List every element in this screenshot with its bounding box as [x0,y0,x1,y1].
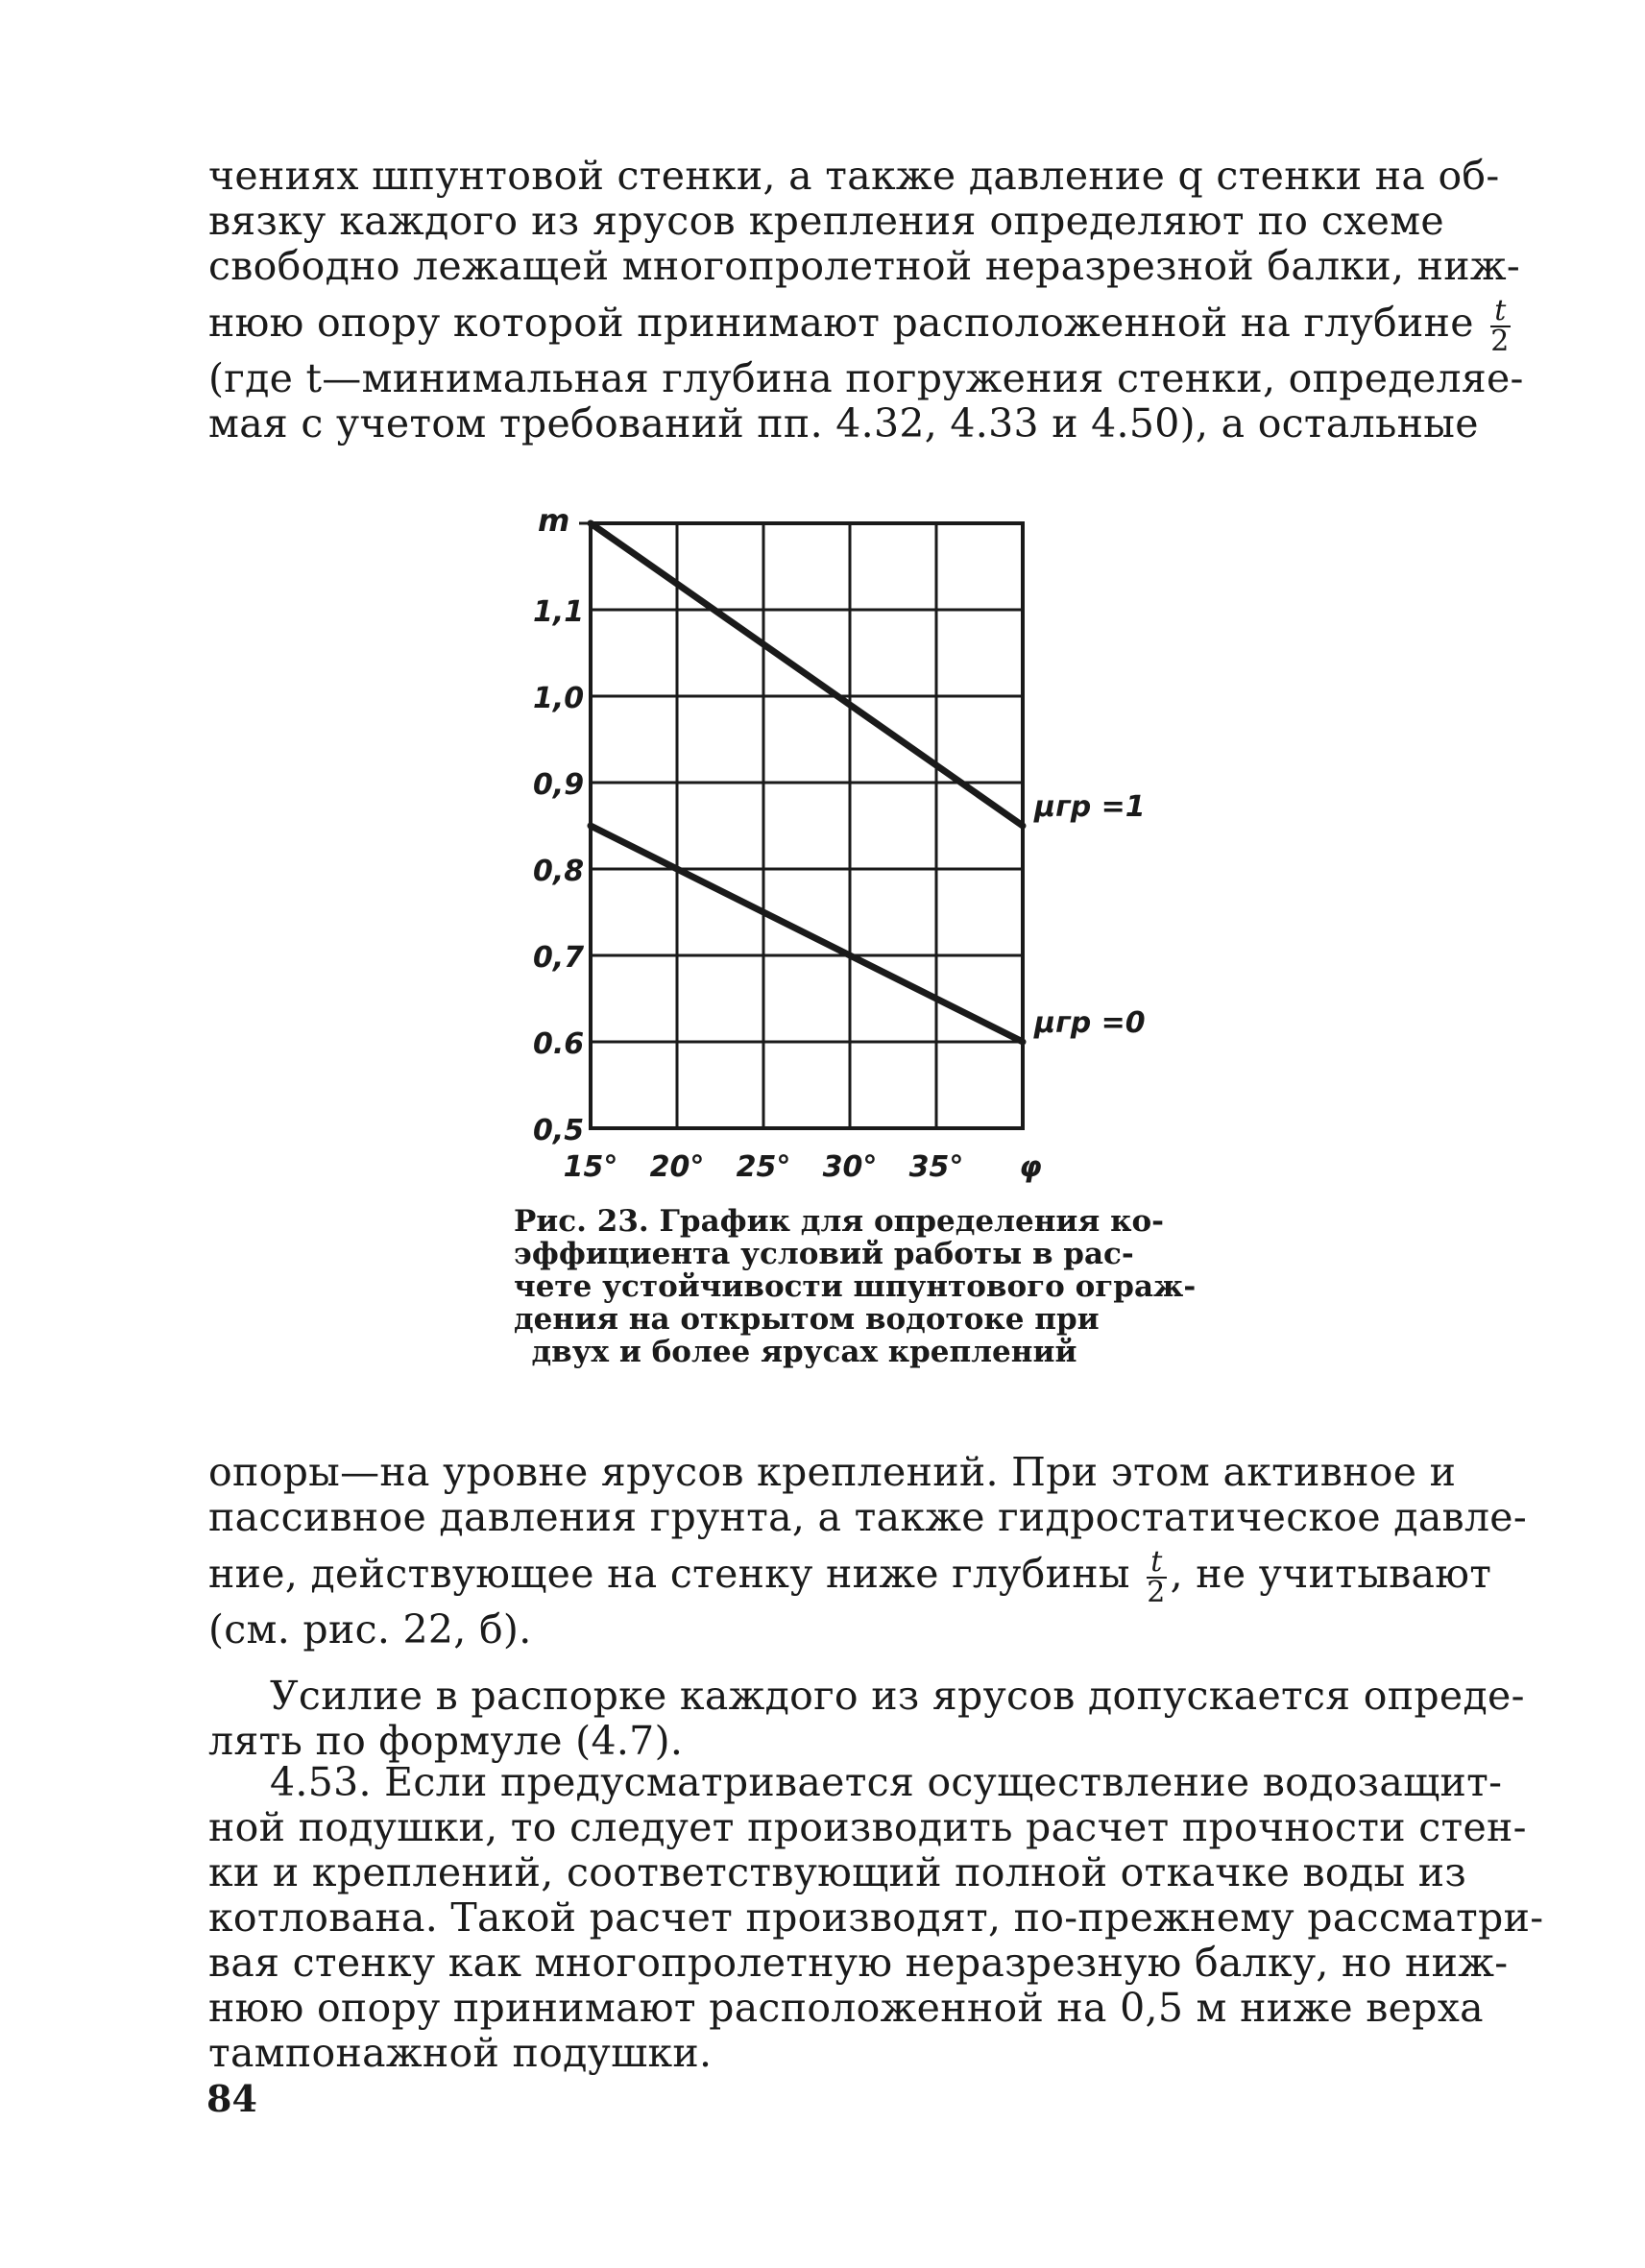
text-line: пассивное давления грунта, а также гидростатическое давле- [208,1494,1528,1540]
text-line [208,1540,1492,1609]
y-tick-label: 0,7 [533,941,585,975]
fraction [1490,293,1510,358]
text-line [208,289,1510,358]
series-line [591,826,1023,1042]
series-line [591,523,1023,826]
text-line: вязку каждого из ярусов крепления определяют по схеме [208,198,1444,244]
caption-line: двух и более ярусах креплений [531,1335,1077,1369]
chart-svg [499,504,1191,1195]
text-line: лять по формуле (4.7). [208,1718,684,1764]
text-line: ки и креплений, соответствующий полной откачке воды из [208,1849,1467,1895]
plot-frame [591,523,1023,1128]
text-line: чениях шпунтовой стенки, а также давление q стенки на об- [208,153,1500,199]
text-line: 4.53. Если предусматривается осуществление водозащит- [270,1759,1503,1805]
text-line: (см. рис. 22, б). [208,1606,532,1653]
fraction [1147,1544,1166,1609]
text-line-part: нюю опору которой принимают расположенной на глубине [208,300,1474,346]
y-tick-label: 1,1 [533,595,585,629]
y-tick-label: 0,9 [533,768,585,802]
series-label: μгр =1 [1034,790,1146,824]
x-axis-label: φ [1019,1150,1042,1184]
caption-line: чете устойчивости шпунтового ограж- [514,1269,1197,1304]
text-line: свободно лежащей многопролетной неразрезной балки, ниж- [208,243,1521,289]
text-line: Усилие в распорке каждого из ярусов допускается опреде- [270,1673,1525,1719]
x-tick-label: 25° [736,1150,791,1184]
chart [499,504,1191,1195]
fraction-numerator: t [1490,297,1510,327]
text-line: мая с учетом требований пп. 4.32, 4.33 и 4.50), а остальные [208,400,1479,446]
text-line: вая стенку как многопролетную неразрезную балку, но ниж- [208,1940,1509,1986]
top-paragraph [208,153,1524,446]
bottom-paragraph [208,1449,1528,1653]
x-tick-label: 15° [563,1150,618,1184]
y-axis-label: m [538,504,570,539]
text-line: (где t—минимальная глубина погружения стенки, определяе- [208,355,1524,401]
text-line: котлована. Такой расчет производят, по-прежнему рассматри- [208,1894,1544,1941]
caption-line: дения на открытом водотоке при [514,1302,1100,1337]
text-line: нюю опору принимают расположенной на 0,5 м ниже верха [208,1985,1484,2031]
caption-line: Рис. 23. График для определения ко- [514,1204,1165,1239]
caption-line: эффициента условий работы в рас- [514,1237,1134,1271]
text-line: опоры—на уровне ярусов креплений. При этом активное и [208,1449,1457,1495]
text-line-part: ние, действующее на стенку ниже глубины [208,1551,1130,1597]
paragraph-3 [208,1759,1544,2076]
x-tick-label: 35° [908,1150,964,1184]
fraction-denominator: 2 [1147,1575,1166,1609]
page-number: 84 [206,2077,257,2120]
y-tick-label: 1,0 [533,682,585,715]
fraction-denominator: 2 [1490,324,1510,358]
series-label: μгр =0 [1034,1006,1146,1040]
text-line: тампонажной подушки. [208,2030,713,2076]
figure-caption [514,1204,1197,1369]
y-tick-label: 0,8 [533,855,585,888]
x-tick-label: 30° [822,1150,878,1184]
text-line-part: , не учитывают [1170,1551,1492,1597]
y-tick-label: 0,5 [533,1114,585,1147]
x-tick-label: 20° [649,1150,705,1184]
text-line: ной подушки, то следует производить расчет прочности стен- [208,1804,1527,1850]
fraction-numerator: t [1147,1548,1166,1579]
y-tick-label: 0.6 [533,1027,585,1061]
paragraph-2 [208,1673,1525,1764]
